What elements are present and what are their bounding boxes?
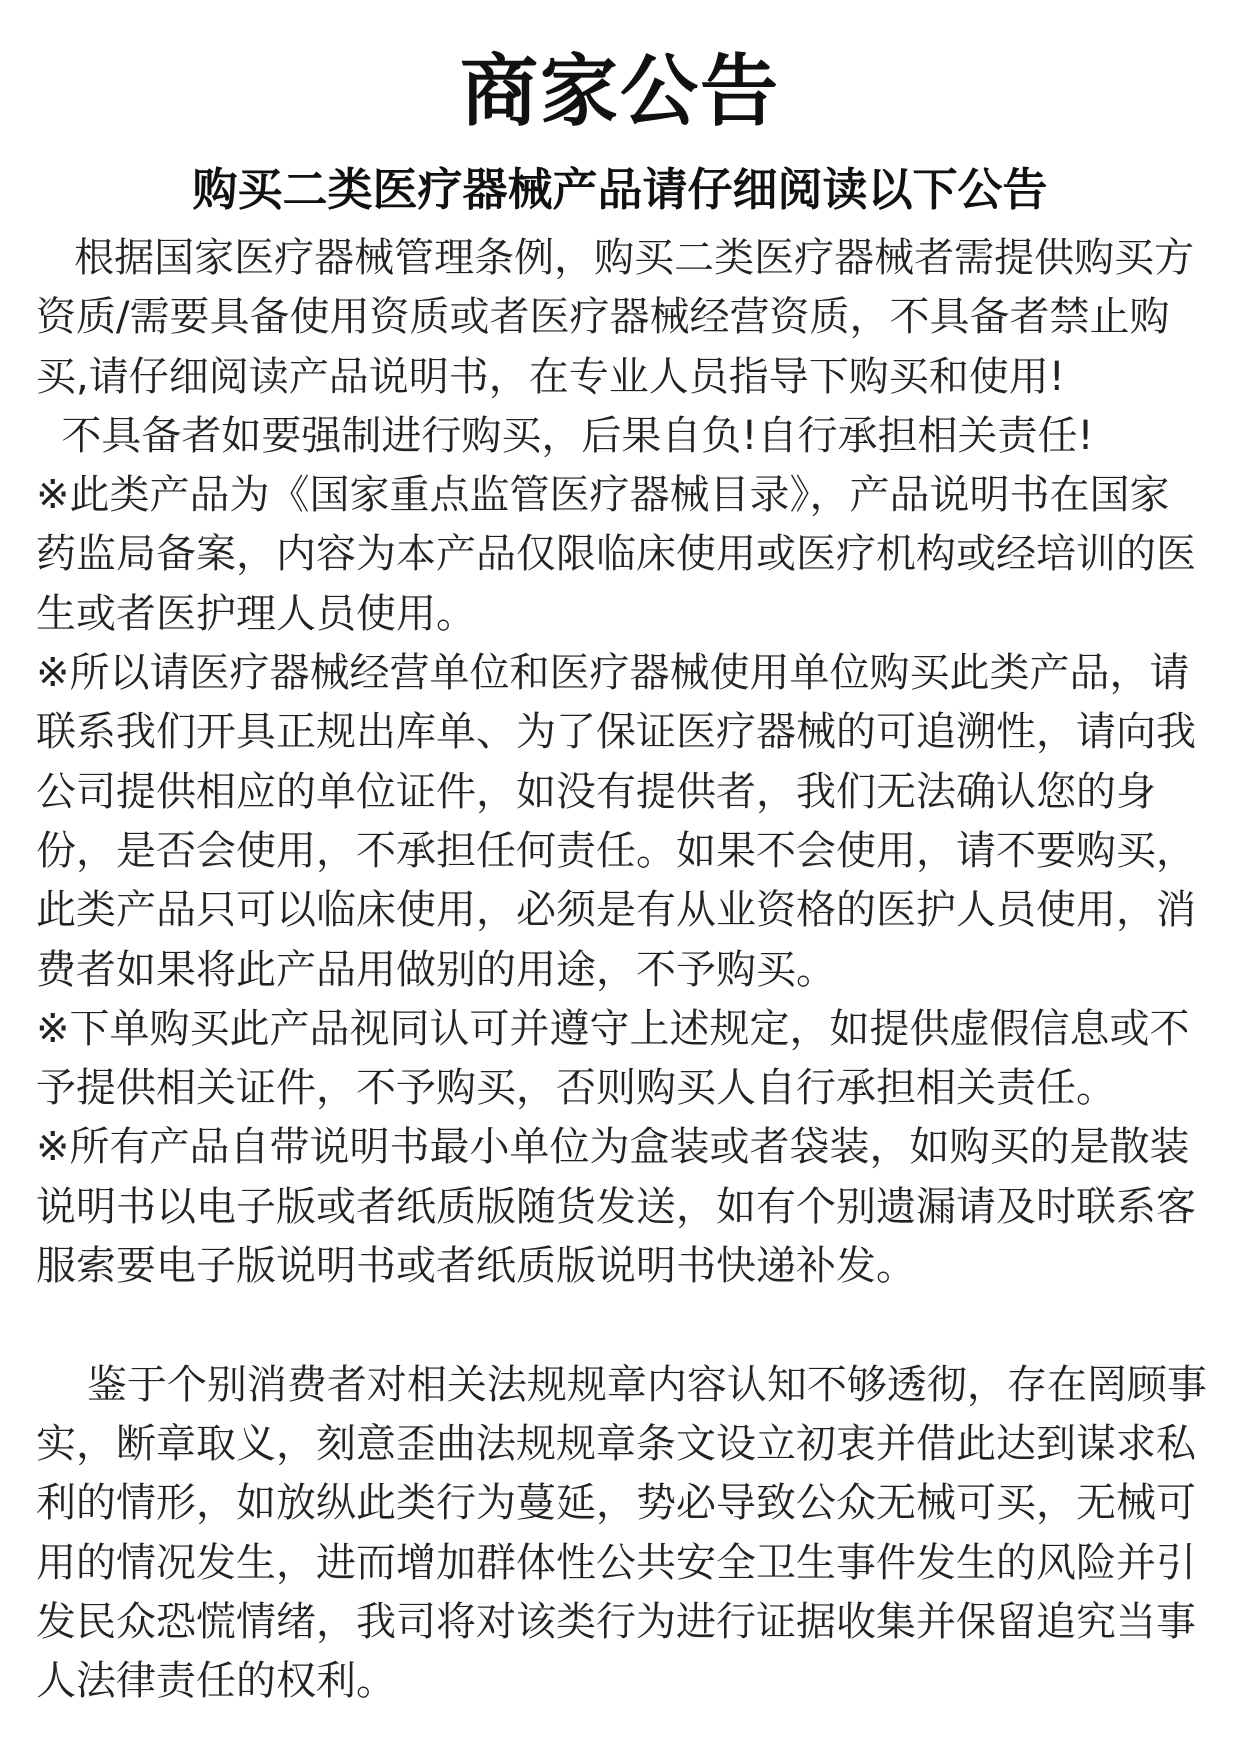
page-title: 商家公告 — [459, 47, 780, 137]
body-line: ※所有产品自带说明书最小单位为盒装或者袋装，如购买的是散装 — [36, 1124, 1190, 1171]
blank-line — [36, 1296, 1211, 1355]
announcement-body — [36, 229, 1211, 1711]
body-line: 费者如果将此产品用做别的用途，不予购买。 — [36, 946, 836, 993]
body-line: ※此类产品为《国家重点监管医疗器械目录》，产品说明书在国家 — [36, 472, 1170, 519]
body-line: 资质/需要具备使用资质或者医疗器械经营资质，不具备者禁止购 — [36, 294, 1170, 341]
page-subtitle: 购买二类医疗器械产品请仔细阅读以下公告 — [192, 163, 1048, 216]
body-line: 此类产品只可以临床使用，必须是有从业资格的医护人员使用，消 — [36, 887, 1196, 934]
body-line: 药监局备案，内容为本产品仅限临床使用或医疗机构或经培训的医 — [36, 531, 1196, 578]
body-line: 说明书以电子版或者纸质版随货发送，如有个别遗漏请及时联系客 — [36, 1183, 1196, 1230]
body-line: 服索要电子版说明书或者纸质版说明书快递补发。 — [36, 1243, 916, 1290]
body-line: 发民众恐慌情绪，我司将对该类行为进行证据收集并保留追究当事 — [36, 1598, 1196, 1645]
body-line: 人法律责任的权利。 — [36, 1658, 396, 1705]
body-line: 用的情况发生，进而增加群体性公共安全卫生事件发生的风险并引 — [36, 1539, 1196, 1586]
body-line: 实，断章取义，刻意歪曲法规规章条文设立初衷并借此达到谋求私 — [36, 1420, 1196, 1467]
body-line: 予提供相关证件，不予购买，否则购买人自行承担相关责任。 — [36, 1065, 1116, 1112]
body-line: 根据国家医疗器械管理条例，购买二类医疗器械者需提供购买方 — [36, 235, 1195, 281]
body-line: 鉴于个别消费者对相关法规规章内容认知不够透彻，存在罔顾事 — [36, 1361, 1207, 1408]
body-line: ※下单购买此产品视同认可并遵守上述规定，如提供虚假信息或不 — [36, 1005, 1190, 1052]
body-line: 买,请仔细阅读产品说明书，在专业人员指导下购买和使用! — [36, 353, 1065, 400]
body-line: 份，是否会使用，不承担任何责任。如果不会使用，请不要购买， — [36, 827, 1196, 874]
body-line: 不具备者如要强制进行购买，后果自负!自行承担相关责任! — [36, 412, 1094, 459]
body-line: ※所以请医疗器械经营单位和医疗器械使用单位购买此类产品，请 — [36, 650, 1190, 697]
body-line: 公司提供相应的单位证件，如没有提供者，我们无法确认您的身 — [36, 768, 1156, 815]
body-line: 联系我们开具正规出库单、为了保证医疗器械的可追溯性，请向我 — [36, 709, 1196, 756]
body-line: 利的情形，如放纵此类行为蔓延，势必导致公众无械可买，无械可 — [36, 1480, 1196, 1527]
body-line: 生或者医护理人员使用。 — [36, 590, 476, 637]
